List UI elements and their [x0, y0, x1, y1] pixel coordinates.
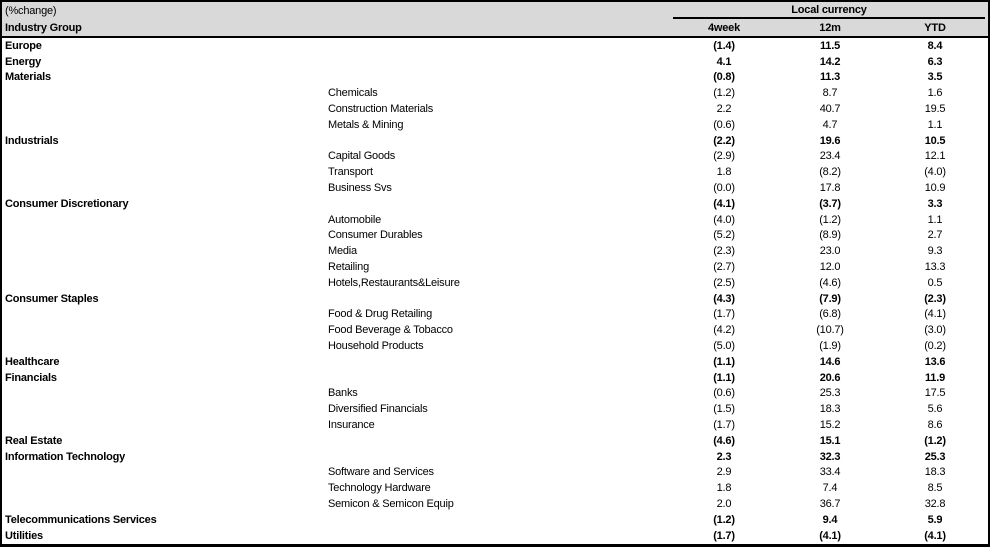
value-12m: (7.9) — [819, 292, 841, 305]
row-label: Construction Materials — [328, 103, 434, 116]
value-4week: (4.6) — [713, 434, 735, 447]
value-4week: (5.0) — [713, 340, 735, 353]
value-12m: (10.7) — [816, 324, 844, 337]
value-12m: 4.7 — [822, 118, 838, 131]
value-ytd: 9.3 — [927, 245, 943, 258]
table-row — [2, 101, 988, 117]
column-header-ytd: YTD — [924, 21, 946, 34]
row-label: Banks — [328, 387, 358, 400]
row-label: Metals & Mining — [328, 118, 404, 131]
value-ytd: 2.7 — [927, 229, 943, 242]
value-4week: 2.9 — [716, 466, 732, 479]
table-row — [2, 38, 988, 54]
value-ytd: 12.1 — [924, 150, 946, 163]
value-4week: 4.1 — [716, 55, 732, 68]
value-ytd: (4.1) — [924, 529, 946, 542]
header-row-top — [2, 2, 988, 19]
value-ytd: 8.5 — [927, 482, 943, 495]
table-row — [2, 243, 988, 259]
value-4week: (2.5) — [713, 276, 735, 289]
value-ytd: 5.9 — [927, 513, 943, 526]
value-12m: 25.3 — [819, 387, 841, 400]
table-row — [2, 164, 988, 180]
row-label: Information Technology — [5, 450, 126, 463]
value-ytd: 18.3 — [924, 466, 946, 479]
value-ytd: 1.6 — [927, 87, 943, 100]
value-4week: (0.6) — [713, 118, 735, 131]
value-ytd: 5.6 — [927, 403, 943, 416]
value-12m: 12.0 — [819, 261, 841, 274]
value-ytd: 1.1 — [927, 213, 943, 226]
value-ytd: 13.3 — [924, 261, 946, 274]
row-label: Consumer Durables — [328, 229, 423, 242]
table-row — [2, 401, 988, 417]
value-4week: 2.3 — [716, 450, 732, 463]
row-label: Household Products — [328, 340, 424, 353]
row-label: Europe — [5, 39, 42, 52]
value-12m: 36.7 — [819, 498, 841, 510]
row-label: Diversified Financials — [328, 403, 428, 416]
value-ytd: 8.6 — [927, 419, 943, 432]
row-label: Automobile — [328, 213, 382, 226]
table-row — [2, 133, 988, 149]
row-label: Hotels,Restaurants&Leisure — [328, 276, 460, 289]
table-row — [2, 354, 988, 370]
value-12m: 11.5 — [819, 39, 840, 52]
value-ytd: 11.9 — [924, 371, 945, 384]
value-12m: 19.6 — [819, 134, 841, 147]
row-label: Materials — [5, 71, 51, 84]
table-row — [2, 291, 988, 307]
column-header-4week: 4week — [707, 21, 741, 34]
value-ytd: (1.2) — [924, 434, 946, 447]
row-label: Consumer Discretionary — [5, 197, 129, 210]
value-ytd: 10.9 — [924, 182, 946, 195]
value-12m: 14.6 — [819, 355, 841, 368]
value-4week: (2.7) — [713, 261, 735, 274]
table-row — [2, 275, 988, 291]
value-4week: (2.2) — [713, 134, 735, 147]
row-label: Capital Goods — [328, 150, 396, 163]
row-label: Technology Hardware — [328, 482, 431, 495]
table-header — [2, 2, 988, 36]
row-label: Consumer Staples — [5, 292, 99, 305]
table-row — [2, 228, 988, 244]
table-row — [2, 433, 988, 449]
value-12m: 8.7 — [822, 87, 838, 100]
value-ytd: 13.6 — [924, 355, 946, 368]
table-row — [2, 117, 988, 133]
value-ytd: 0.5 — [927, 276, 943, 289]
value-ytd: 17.5 — [924, 387, 946, 400]
row-label: Transport — [328, 166, 373, 179]
table-row — [2, 212, 988, 228]
header-row-columns — [2, 19, 988, 36]
value-ytd: (4.1) — [924, 308, 946, 321]
value-4week: (1.1) — [713, 371, 735, 384]
value-4week: 2.2 — [716, 103, 732, 116]
table-row — [2, 54, 988, 70]
value-4week: 1.8 — [716, 166, 732, 179]
value-12m: 33.4 — [819, 466, 841, 479]
row-label: Industrials — [5, 134, 59, 147]
row-label: Food Beverage & Tobacco — [328, 324, 453, 337]
table-row — [2, 480, 988, 496]
value-4week: (4.2) — [713, 324, 735, 337]
value-ytd: (3.0) — [924, 324, 946, 337]
value-4week: (1.2) — [713, 513, 735, 526]
table-row — [2, 512, 988, 528]
row-label: Energy — [5, 55, 42, 68]
value-4week: (4.0) — [713, 213, 735, 226]
industry-group-header: Industry Group — [5, 21, 82, 34]
value-12m: 23.4 — [819, 150, 841, 163]
value-4week: (2.3) — [713, 245, 735, 258]
value-12m: 17.8 — [819, 182, 841, 195]
value-4week: (2.9) — [713, 150, 735, 163]
table-row — [2, 449, 988, 465]
table-row — [2, 338, 988, 354]
value-4week: (4.3) — [713, 292, 735, 305]
table-row — [2, 196, 988, 212]
row-label: Insurance — [328, 419, 375, 432]
table-row — [2, 259, 988, 275]
value-12m: (4.1) — [819, 529, 841, 542]
value-ytd: 19.5 — [924, 103, 946, 116]
value-12m: 23.0 — [819, 245, 841, 258]
table-row — [2, 417, 988, 433]
value-ytd: 25.3 — [924, 450, 946, 463]
value-ytd: 32.8 — [924, 498, 946, 510]
value-ytd: 3.5 — [927, 71, 943, 84]
row-label: Food & Drug Retailing — [328, 308, 433, 321]
value-ytd: 6.3 — [927, 55, 943, 68]
table-row — [2, 70, 988, 86]
row-label: Business Svs — [328, 182, 392, 195]
table-row — [2, 180, 988, 196]
table-row — [2, 85, 988, 101]
table-row — [2, 465, 988, 481]
table-row — [2, 496, 988, 512]
table-row — [2, 386, 988, 402]
value-12m: 32.3 — [819, 450, 841, 463]
value-4week: (1.4) — [713, 39, 735, 52]
row-label: Telecommunications Services — [5, 513, 157, 526]
value-4week: (1.5) — [713, 403, 735, 416]
row-label: Software and Services — [328, 466, 434, 479]
row-label: Media — [328, 245, 357, 258]
column-header-12m: 12m — [819, 21, 841, 34]
value-ytd: (2.3) — [924, 292, 946, 305]
value-4week: (1.1) — [713, 355, 735, 368]
value-12m: 9.4 — [822, 513, 838, 526]
value-4week: (5.2) — [713, 229, 735, 242]
column-headers — [673, 22, 985, 34]
value-12m: (8.2) — [819, 166, 841, 179]
value-12m: (6.8) — [819, 308, 841, 321]
value-12m: (3.7) — [819, 197, 841, 210]
table-body — [2, 38, 988, 544]
percent-change-label: (%change) — [5, 4, 57, 17]
value-12m: (1.9) — [819, 340, 841, 353]
value-12m: 15.1 — [819, 434, 841, 447]
table-row — [2, 370, 988, 386]
value-4week: 2.0 — [716, 498, 732, 510]
value-ytd: (4.0) — [924, 166, 946, 179]
value-12m: 20.6 — [819, 371, 841, 384]
table-row — [2, 322, 988, 338]
value-12m: (8.9) — [819, 229, 841, 242]
value-ytd: 10.5 — [924, 134, 946, 147]
row-label: Real Estate — [5, 434, 63, 447]
value-4week: (0.8) — [713, 71, 735, 84]
local-currency-header: Local currency — [673, 2, 985, 19]
row-label: Financials — [5, 371, 57, 384]
value-4week: (1.7) — [713, 419, 735, 432]
table-row — [2, 528, 988, 544]
value-12m: 18.3 — [819, 403, 841, 416]
value-12m: 15.2 — [819, 419, 841, 432]
table-row — [2, 149, 988, 165]
row-label: Utilities — [5, 529, 43, 542]
value-4week: (0.6) — [713, 387, 735, 400]
value-12m: (1.2) — [819, 213, 841, 226]
value-ytd: 3.3 — [927, 197, 943, 210]
value-4week: (1.7) — [713, 308, 735, 321]
row-label: Retailing — [328, 261, 370, 274]
value-4week: (0.0) — [713, 182, 735, 195]
value-12m: 7.4 — [822, 482, 838, 495]
table-row — [2, 307, 988, 323]
value-ytd: 8.4 — [927, 39, 943, 52]
value-4week: (1.7) — [713, 529, 735, 542]
value-12m: 14.2 — [819, 55, 841, 68]
row-label: Chemicals — [328, 87, 378, 100]
value-4week: 1.8 — [716, 482, 732, 495]
currency-group-area — [673, 2, 985, 19]
value-4week: (4.1) — [713, 197, 735, 210]
row-label: Healthcare — [5, 355, 60, 368]
value-12m: 11.3 — [819, 71, 840, 84]
value-ytd: (0.2) — [924, 340, 946, 353]
value-12m: 40.7 — [819, 103, 841, 116]
value-12m: (4.6) — [819, 276, 841, 289]
value-4week: (1.2) — [713, 87, 735, 100]
value-ytd: 1.1 — [927, 118, 943, 131]
row-label: Semicon & Semicon Equip — [328, 498, 454, 510]
